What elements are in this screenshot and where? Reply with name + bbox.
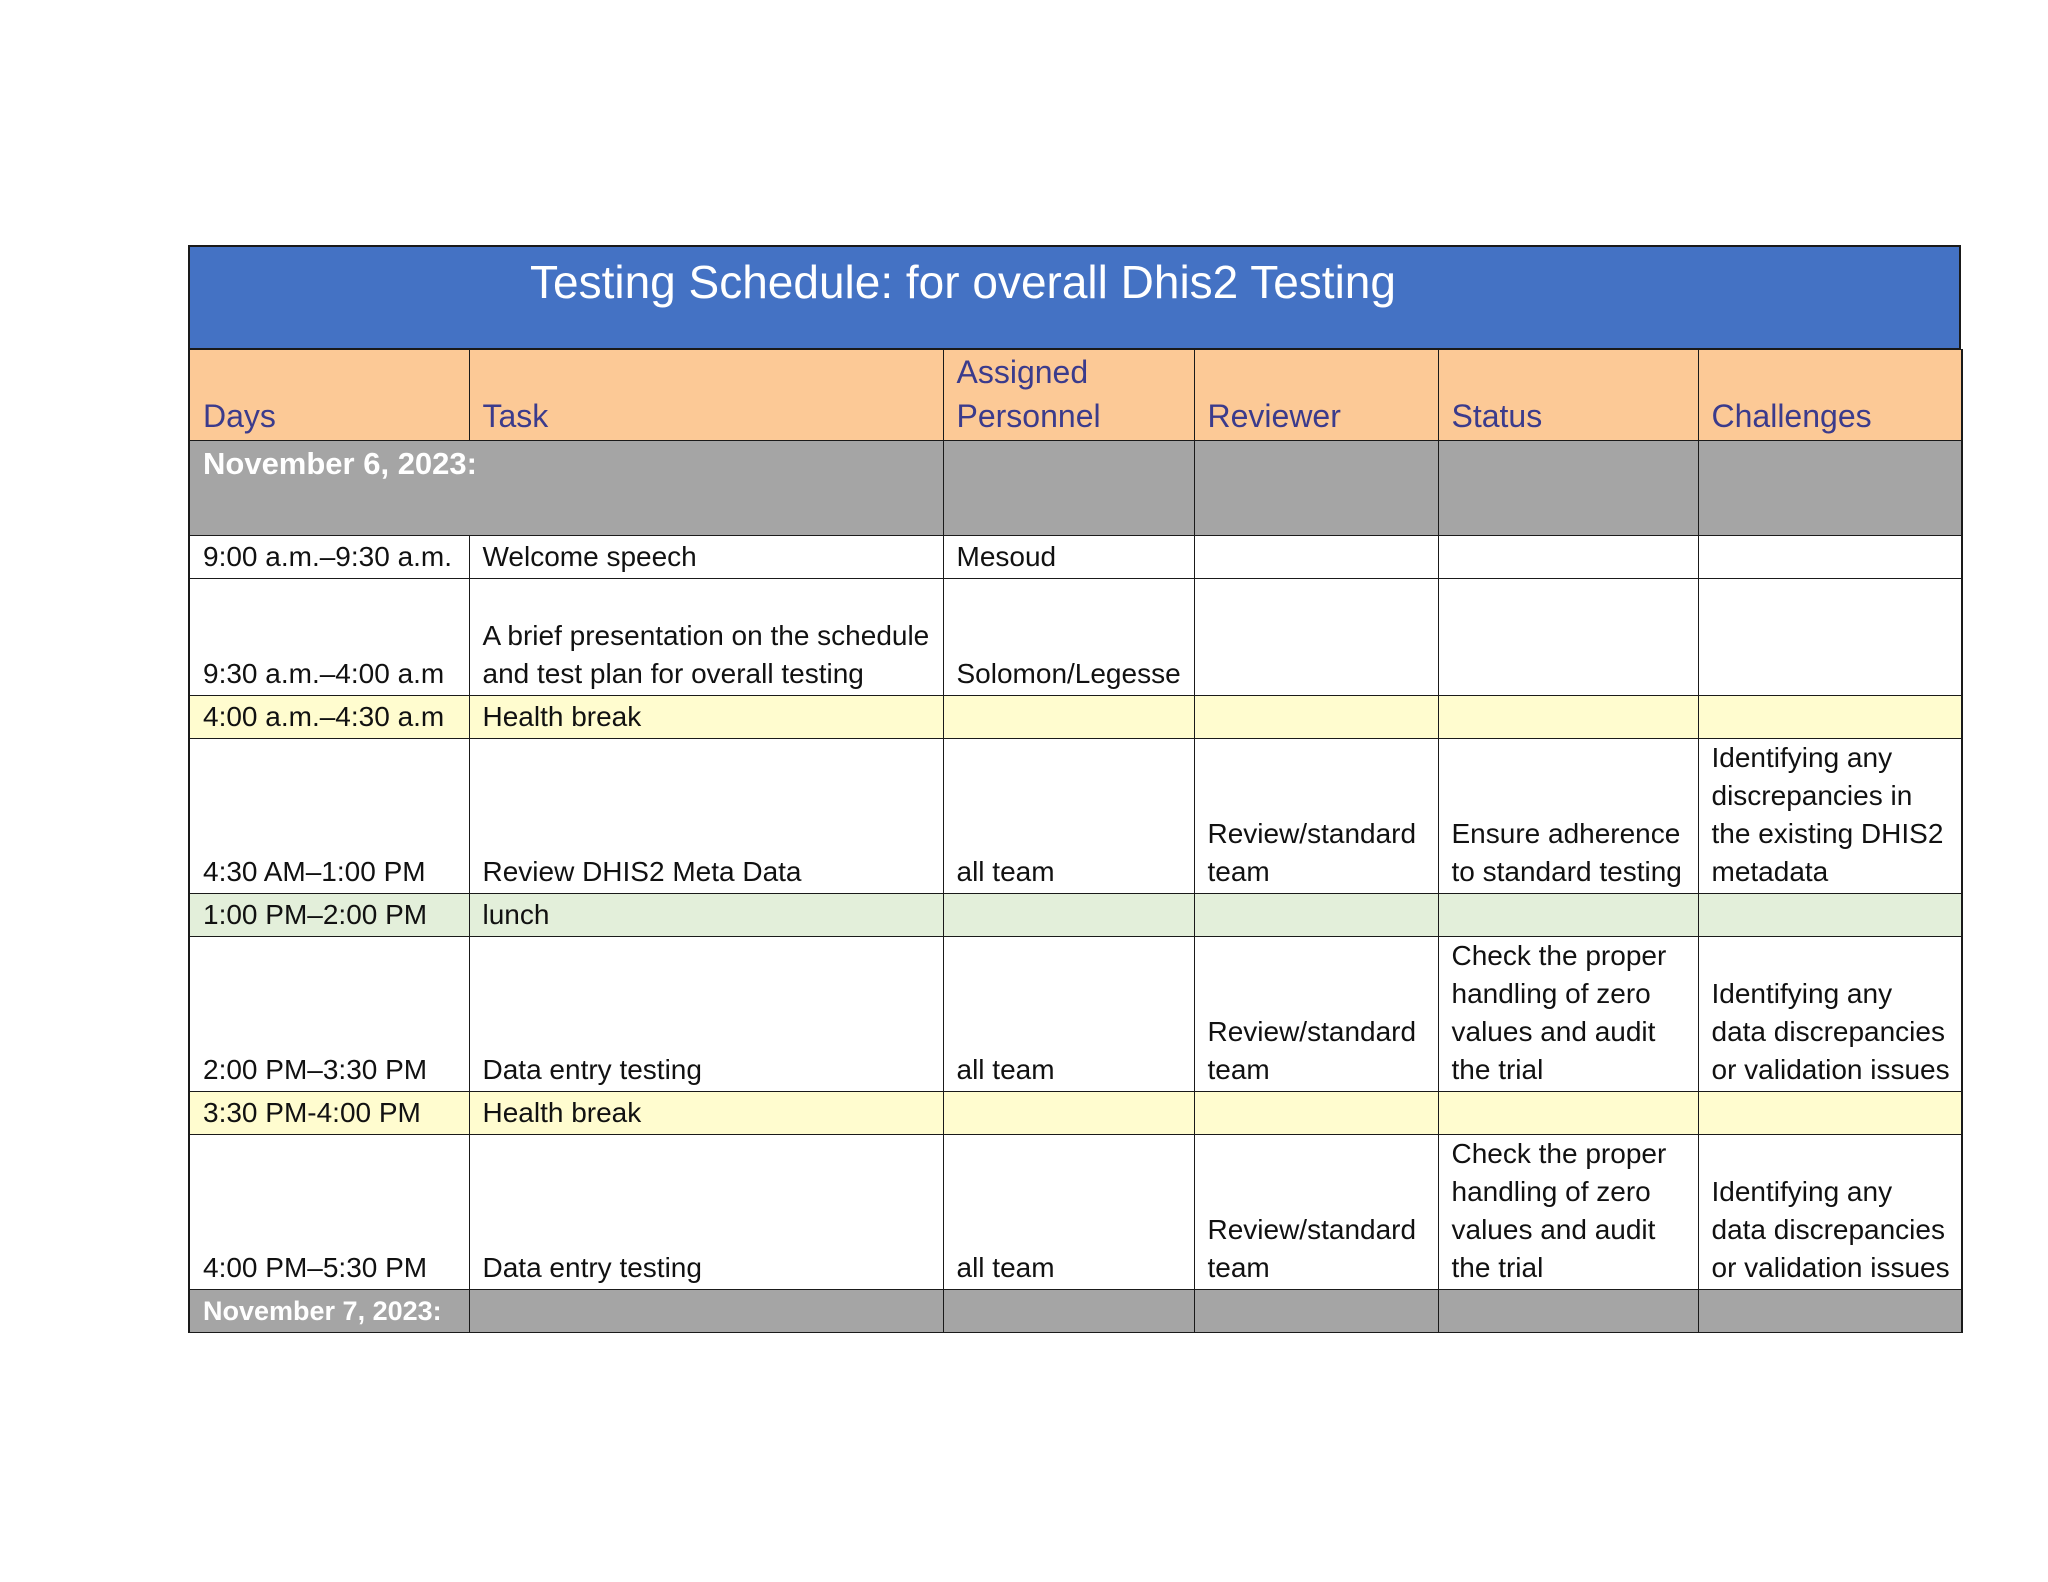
table-row (189, 894, 1962, 937)
reviewer-cell (1194, 1092, 1438, 1135)
task-cell: Data entry testing (469, 1135, 943, 1290)
status-cell (1438, 696, 1698, 739)
personnel-cell: Solomon/Legesse (943, 579, 1194, 696)
task-cell: Welcome speech (469, 536, 943, 579)
header-personnel: Assigned Personnel (943, 350, 1194, 441)
time-cell: 4:30 AM–1:00 PM (189, 739, 469, 894)
time-cell: 3:30 PM-4:00 PM (189, 1092, 469, 1135)
table-title-bar (188, 245, 1961, 349)
table-cell (1438, 441, 1698, 536)
table-title: Testing Schedule: for overall Dhis2 Testing (530, 256, 1396, 308)
table-cell (943, 441, 1194, 536)
personnel-cell: all team (943, 1135, 1194, 1290)
task-cell: Health break (469, 1092, 943, 1135)
task-cell: Review DHIS2 Meta Data (469, 739, 943, 894)
task-cell: Health break (469, 696, 943, 739)
status-cell: Ensure adherence to standard testing (1438, 739, 1698, 894)
challenges-cell (1698, 579, 1962, 696)
challenges-cell: Identifying any data discrepancies or validation issues (1698, 1135, 1962, 1290)
table-row (189, 579, 1962, 696)
time-cell: 1:00 PM–2:00 PM (189, 894, 469, 937)
time-cell: 9:00 a.m.–9:30 a.m. (189, 536, 469, 579)
task-cell: lunch (469, 894, 943, 937)
table-cell (1698, 441, 1962, 536)
status-cell (1438, 536, 1698, 579)
reviewer-cell: Review/standard team (1194, 1135, 1438, 1290)
table-row (189, 536, 1962, 579)
table-row (189, 696, 1962, 739)
task-cell: Data entry testing (469, 937, 943, 1092)
challenges-cell (1698, 1092, 1962, 1135)
table-cell (1194, 1290, 1438, 1333)
table-cell (469, 1290, 943, 1333)
day-label: November 7, 2023: (189, 1290, 469, 1333)
schedule-table-wrapper (188, 245, 1961, 1333)
header-row (189, 350, 1962, 441)
header-status: Status (1438, 350, 1698, 441)
reviewer-cell (1194, 579, 1438, 696)
header-task: Task (469, 350, 943, 441)
personnel-cell: all team (943, 937, 1194, 1092)
table-cell (943, 1290, 1194, 1333)
table-row (189, 1135, 1962, 1290)
schedule-table (188, 349, 1963, 1333)
personnel-cell: Mesoud (943, 536, 1194, 579)
day-row-nov-7 (189, 1290, 1962, 1333)
header-days: Days (189, 350, 469, 441)
header-challenges: Challenges (1698, 350, 1962, 441)
personnel-cell (943, 696, 1194, 739)
challenges-cell: Identifying any discrepancies in the existing DHIS2 metadata (1698, 739, 1962, 894)
status-cell: Check the proper handling of zero values and audit the trial (1438, 937, 1698, 1092)
reviewer-cell (1194, 536, 1438, 579)
challenges-cell (1698, 696, 1962, 739)
reviewer-cell (1194, 696, 1438, 739)
status-cell (1438, 1092, 1698, 1135)
challenges-cell: Identifying any data discrepancies or validation issues (1698, 937, 1962, 1092)
challenges-cell (1698, 894, 1962, 937)
status-cell: Check the proper handling of zero values and audit the trial (1438, 1135, 1698, 1290)
personnel-cell (943, 1092, 1194, 1135)
challenges-cell (1698, 536, 1962, 579)
day-row-nov-6 (189, 441, 1962, 536)
time-cell: 4:00 PM–5:30 PM (189, 1135, 469, 1290)
status-cell (1438, 894, 1698, 937)
day-label: November 6, 2023: (189, 441, 943, 536)
table-cell (1438, 1290, 1698, 1333)
personnel-cell (943, 894, 1194, 937)
task-cell: A brief presentation on the schedule and test plan for overall testing (469, 579, 943, 696)
time-cell: 9:30 a.m.–4:00 a.m (189, 579, 469, 696)
header-reviewer: Reviewer (1194, 350, 1438, 441)
personnel-cell: all team (943, 739, 1194, 894)
time-cell: 2:00 PM–3:30 PM (189, 937, 469, 1092)
reviewer-cell: Review/standard team (1194, 937, 1438, 1092)
table-row (189, 937, 1962, 1092)
reviewer-cell (1194, 894, 1438, 937)
table-row (189, 739, 1962, 894)
time-cell: 4:00 a.m.–4:30 a.m (189, 696, 469, 739)
table-cell (1698, 1290, 1962, 1333)
table-cell (1194, 441, 1438, 536)
reviewer-cell: Review/standard team (1194, 739, 1438, 894)
table-row (189, 1092, 1962, 1135)
status-cell (1438, 579, 1698, 696)
